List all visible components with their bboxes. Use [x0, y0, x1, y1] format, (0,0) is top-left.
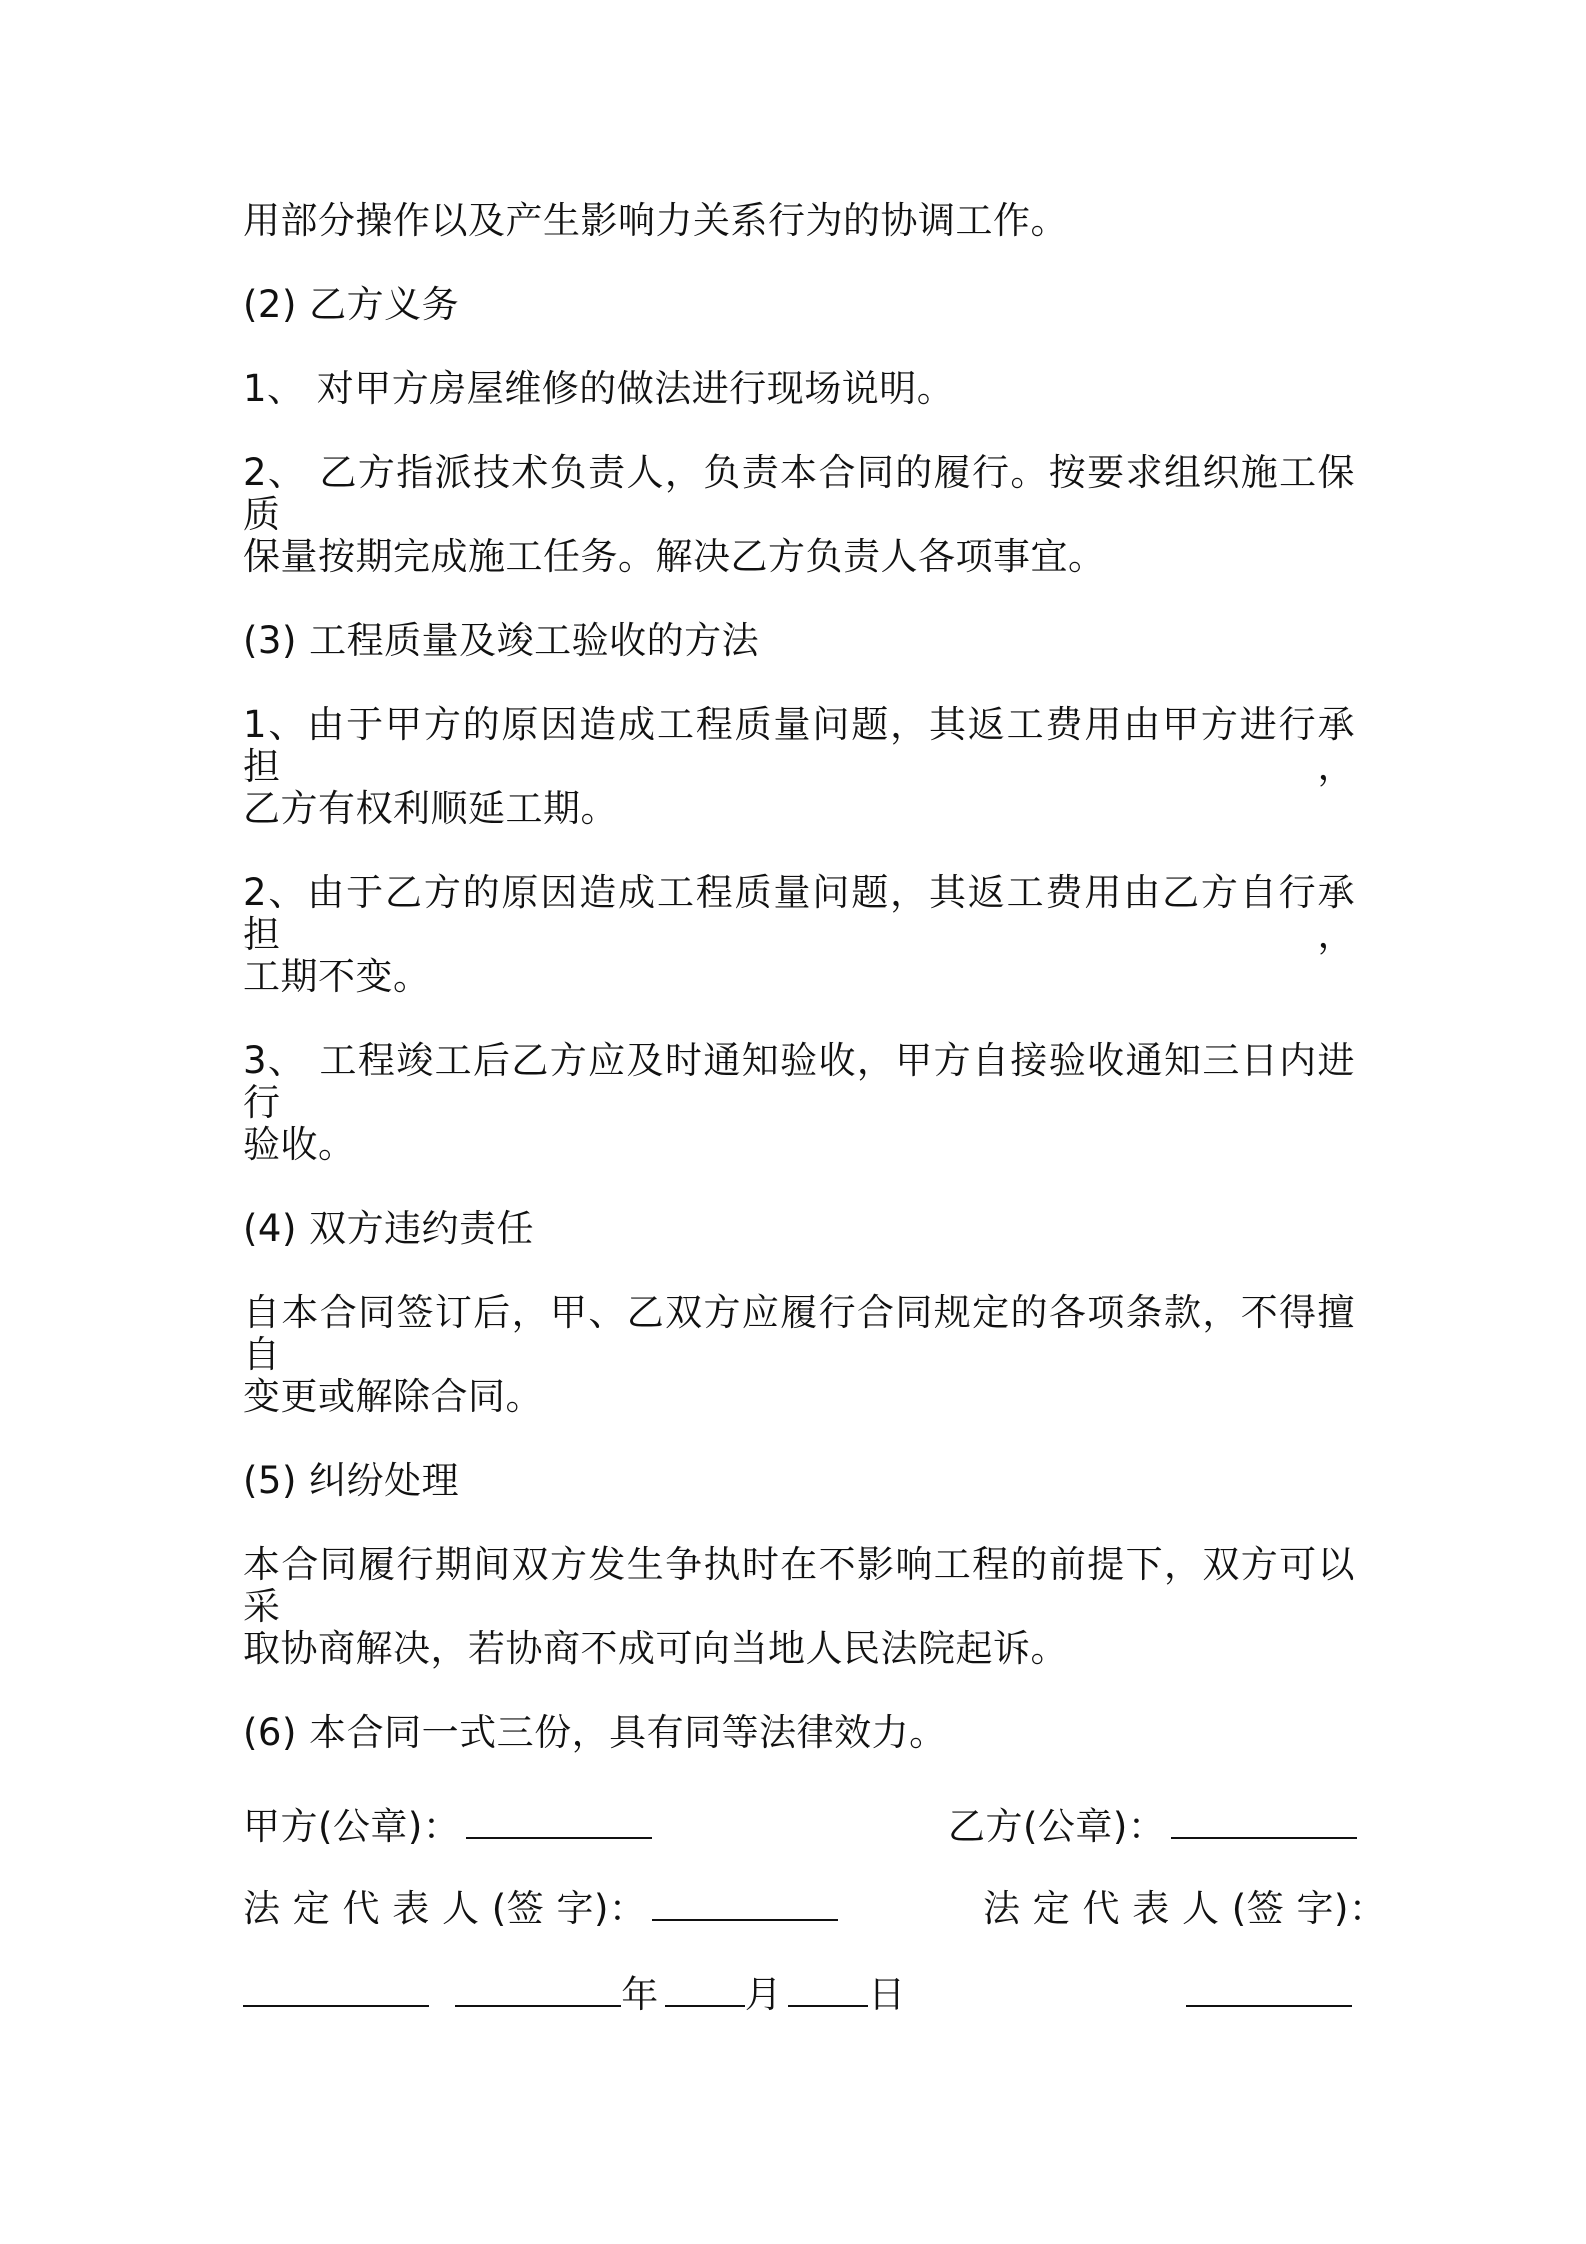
- section-heading-dispute-resolution: (5) 纠纷处理: [243, 1459, 460, 1502]
- party-a-rep-blank: [652, 1889, 838, 1921]
- year-blank: [455, 1975, 621, 2007]
- month-label: 月: [744, 1973, 783, 2016]
- paragraph-line: 1、由于甲方的原因造成工程质量问题，其返工费用由甲方进行承担，: [243, 703, 1355, 788]
- section-heading-party-b-obligations: (2) 乙方义务: [243, 283, 460, 326]
- party-b-rep-field: [983, 1888, 1386, 1930]
- paragraph-line: 验收。: [243, 1123, 356, 1166]
- party-b-date-blank-field: [1186, 1974, 1352, 2016]
- paragraph-line: 1、 对甲方房屋维修的做法进行现场说明。: [243, 367, 955, 410]
- section-heading-breach-liability: (4) 双方违约责任: [243, 1207, 535, 1250]
- party-b-date-blank: [1186, 1975, 1352, 2007]
- paragraph-line: 取协商解决，若协商不成可向当地人民法院起诉。: [243, 1627, 1068, 1670]
- month-blank: [665, 1975, 745, 2007]
- paragraph-line: 2、 乙方指派技术负责人，负责本合同的履行。按要求组织施工保质: [243, 451, 1355, 536]
- date-blank-prefix: [243, 1975, 429, 2007]
- paragraph-line: 2、由于乙方的原因造成工程质量问题，其返工费用由乙方自行承担，: [243, 871, 1355, 956]
- paragraph-line: 变更或解除合同。: [243, 1375, 543, 1418]
- party-a-rep-label: 法 定 代 表 人 (签 字)：: [243, 1887, 647, 1930]
- paragraph-line: 用部分操作以及产生影响力关系行为的协调工作。: [243, 199, 1068, 242]
- section-heading-copies: (6) 本合同一式三份，具有同等法律效力。: [243, 1711, 947, 1754]
- party-a-seal-field: [243, 1806, 652, 1848]
- day-label: 日: [868, 1973, 906, 2016]
- paragraph-line: 乙方有权利顺延工期。: [243, 787, 618, 830]
- paragraph-line: 保量按期完成施工任务。解决乙方负责人各项事宜。: [243, 535, 1106, 578]
- year-label: 年: [621, 1973, 659, 2016]
- section-heading-quality-acceptance: (3) 工程质量及竣工验收的方法: [243, 619, 760, 662]
- party-a-seal-label: 甲方(公章)：: [243, 1805, 461, 1848]
- party-b-seal-blank: [1171, 1807, 1357, 1839]
- contract-body: [243, 200, 1355, 1796]
- party-b-seal-field: [948, 1806, 1357, 1848]
- paragraph-line: 本合同履行期间双方发生争执时在不影响工程的前提下，双方可以采: [243, 1543, 1355, 1628]
- day-blank: [788, 1975, 868, 2007]
- party-a-seal-blank: [466, 1807, 652, 1839]
- date-field: [243, 1974, 906, 2016]
- party-b-seal-label: 乙方(公章)：: [948, 1805, 1166, 1848]
- party-a-rep-field: [243, 1888, 838, 1930]
- paragraph-line: 3、 工程竣工后乙方应及时通知验收，甲方自接验收通知三日内进行: [243, 1039, 1355, 1124]
- paragraph-line: 工期不变。: [243, 955, 431, 998]
- paragraph-line: 自本合同签订后，甲、乙双方应履行合同规定的各项条款，不得擅自: [243, 1291, 1355, 1376]
- party-b-rep-label: 法 定 代 表 人 (签 字)：: [983, 1887, 1387, 1930]
